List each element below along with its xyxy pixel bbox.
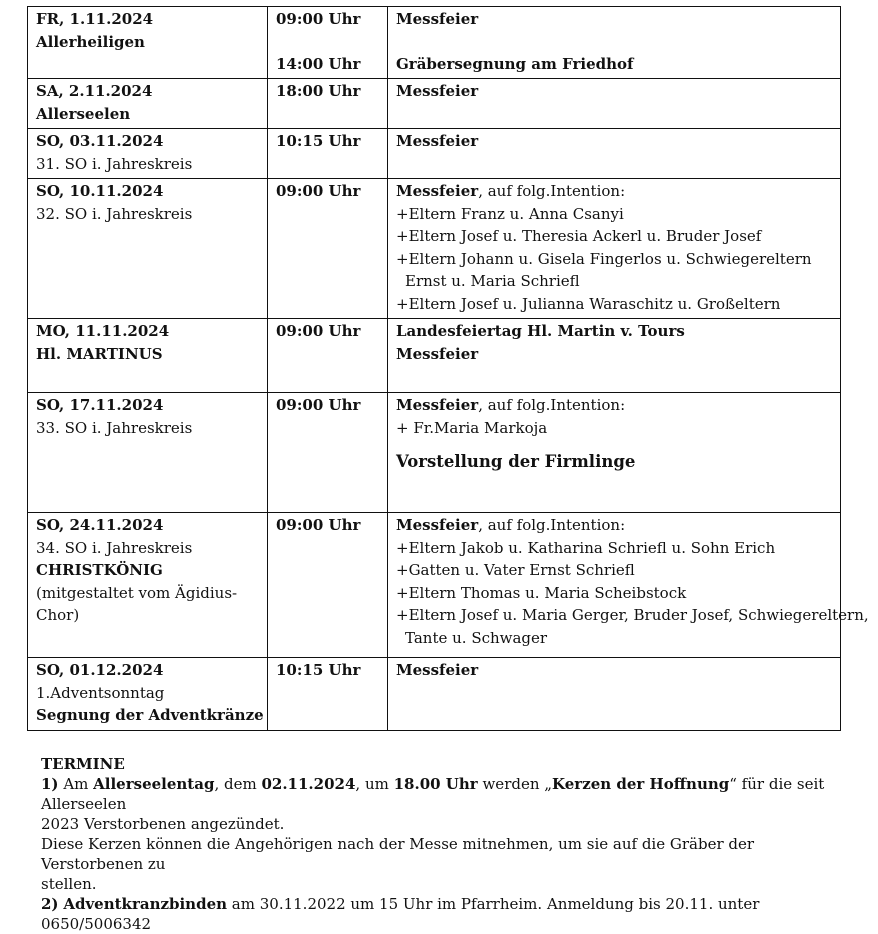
occasion: Hl. MARTINUS [36,344,163,363]
note: Chor) [36,606,80,624]
table-row [28,7,841,79]
date-cell [28,513,268,658]
event: Messfeier [396,661,479,679]
note: (mitgestaltet vom Ägidius- [36,583,238,602]
event-cell [388,513,869,658]
date-cell [28,319,268,393]
event-cell [388,658,841,731]
date-cell [28,658,268,731]
table-row [28,319,841,393]
intention: +Eltern Josef u. Maria Gerger, Bruder Josef, Schwiegereltern, [396,606,869,624]
event: Messfeier [396,396,479,414]
event: Messfeier [396,10,479,28]
event: Landesfeiertag Hl. Martin v. Tours [396,322,685,340]
time: 09:00 Uhr [276,396,361,414]
date: MO, 11.11.2024 [36,322,170,340]
time-cell [268,7,388,79]
intention: +Eltern Franz u. Anna Csanyi [396,204,624,223]
date: SO, 17.11.2024 [36,396,164,414]
event: Messfeier [396,182,479,200]
event-cell [388,7,841,79]
event-suffix: , auf folg.Intention: [478,516,626,534]
termine-heading: TERMINE [41,755,125,773]
blessing: Segnung der Adventkränze [36,706,264,724]
date-cell [28,179,268,319]
event-cell [388,79,841,129]
time: 10:15 Uhr [276,132,361,150]
event-suffix: , auf folg.Intention: [478,396,626,414]
time: 09:00 Uhr [276,516,361,534]
time: 09:00 Uhr [276,10,361,28]
occasion: Allerheiligen [36,32,145,51]
intention: Tante u. Schwager [405,628,548,647]
highlight: Vorstellung der Firmlinge [396,452,636,471]
table-row [28,393,841,513]
event-suffix: , auf folg.Intention: [478,182,626,200]
time-cell [268,319,388,393]
time: 18:00 Uhr [276,82,361,100]
time: 09:00 Uhr [276,322,361,340]
table-row [28,79,841,129]
date: SO, 01.12.2024 [36,661,164,679]
occasion: 31. SO i. Jahreskreis [36,154,193,173]
intention: +Gatten u. Vater Ernst Schriefl [396,561,635,579]
occasion: 32. SO i. Jahreskreis [36,204,193,223]
date: SA, 2.11.2024 [36,82,153,100]
date: SO, 24.11.2024 [36,516,164,534]
time: 10:15 Uhr [276,661,361,679]
date: FR, 1.11.2024 [36,10,154,28]
intention: +Eltern Josef u. Theresia Ackerl u. Bruder Josef [396,227,762,245]
time-cell [268,393,388,513]
event: Messfeier [396,82,479,100]
date-cell [28,393,268,513]
event: Gräbersegnung am Friedhof [396,54,634,73]
date-cell [28,7,268,79]
termine-item-1-line: Diese Kerzen können die Angehörigen nach der Messe mitnehmen, um sie auf die Gräber der Verstorbenen zu [41,835,755,873]
termine-item-2: 2) Adventkranzbinden am 30.11.2022 um 15 Uhr im Pfarrheim. Anmeldung bis 20.11. unter 0650/5006342 [41,895,760,933]
intention: +Eltern Jakob u. Katharina Schriefl u. Sohn Erich [396,538,776,557]
occasion: 33. SO i. Jahreskreis [36,418,193,437]
event-cell [388,319,841,393]
termine-item-1: 1) Am Allerseelentag, dem 02.11.2024, um 18.00 Uhr werden „Kerzen der Hoffnung“ für die seit Allerseelen [41,775,825,813]
intention: + Fr.Maria Markoja [396,418,548,437]
event: Messfeier [396,516,479,534]
intention: +Eltern Josef u. Julianna Waraschitz u. Großeltern [396,294,781,313]
time: 14:00 Uhr [276,54,361,73]
occasion: Allerseelen [36,104,131,123]
date: SO, 10.11.2024 [36,182,164,200]
table-row [28,658,841,731]
time-cell [268,513,388,658]
time-cell [268,658,388,731]
event-cell [388,393,841,513]
date-cell [28,129,268,179]
table-row [28,129,841,179]
termine-section [41,754,841,934]
time-cell [268,179,388,319]
event: Messfeier [396,132,479,150]
event-cell [388,179,841,319]
occasion: 1.Adventsonntag [36,683,165,702]
date-cell [28,79,268,129]
intention: +Eltern Johann u. Gisela Fingerlos u. Schwiegereltern [396,249,812,268]
termine-item-1-line: 2023 Verstorbenen angezündet. [41,815,285,833]
feast: CHRISTKÖNIG [36,561,163,579]
time: 09:00 Uhr [276,182,361,200]
event-cell [388,129,841,179]
occasion: 34. SO i. Jahreskreis [36,538,193,557]
table-row [28,513,841,658]
event: Messfeier [396,344,479,363]
table-row [28,179,841,319]
time-cell [268,79,388,129]
termine-item-1-line: stellen. [41,875,97,893]
schedule-table [27,6,869,731]
time-cell [268,129,388,179]
date: SO, 03.11.2024 [36,132,164,150]
intention: +Eltern Thomas u. Maria Scheibstock [396,583,687,602]
intention: Ernst u. Maria Schriefl [405,272,580,290]
